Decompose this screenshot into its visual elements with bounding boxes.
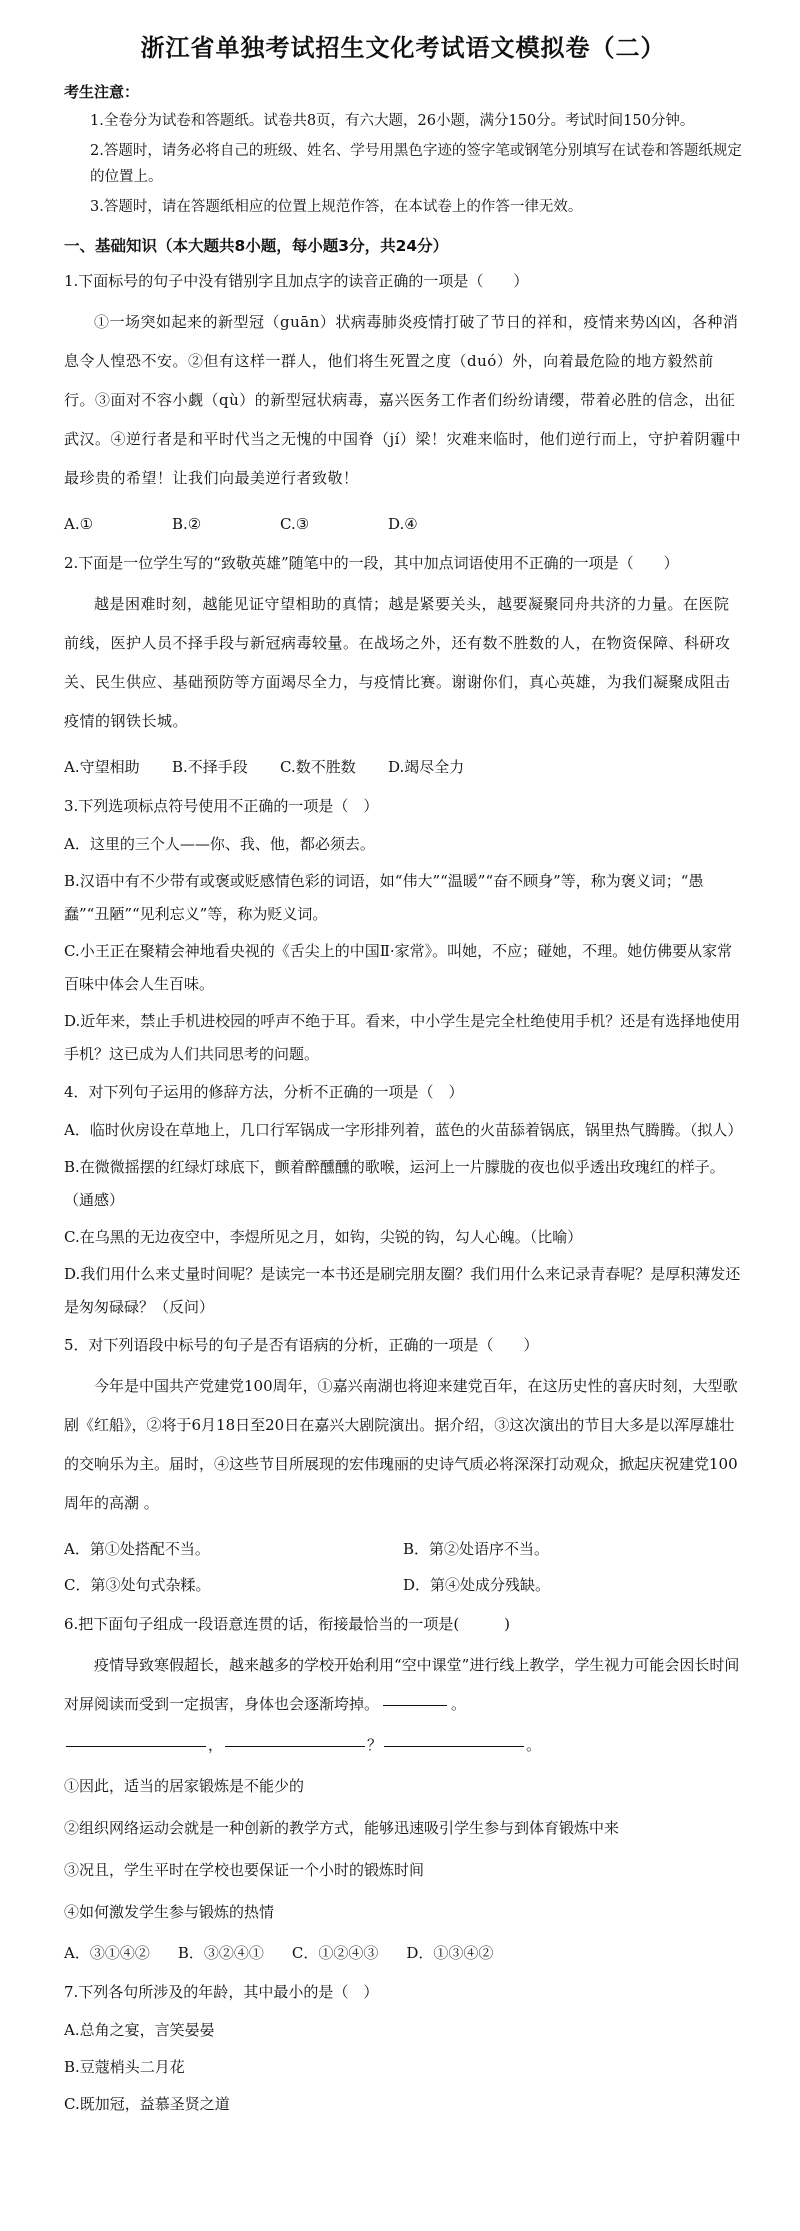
- option-d: D．①③④②: [406, 1944, 494, 1962]
- option-c: C.既加冠，益慕圣贤之道: [64, 2095, 230, 2113]
- option-c: C．第③处句式杂糅。: [64, 1576, 211, 1594]
- page-title: 浙江省单独考试招生文化考试语文模拟卷（二）: [140, 34, 666, 62]
- question-2: [64, 550, 742, 785]
- option-b: B．第②处语序不当。: [403, 1540, 550, 1558]
- option-a: A．临时伙房设在草地上，几口行军锅成一字形排列着，蓝色的火苗舔着锅底，锅里热气腾腾。（拟人）: [64, 1121, 743, 1139]
- option-d: D.竭尽全力: [388, 758, 465, 776]
- option-b: B.汉语中有不少带有或褒或贬感情色彩的词语，如“伟大”“温暖”“奋不顾身”等，称为褒义词；“愚蠢”“丑陋”“见利忘义”等，称为贬义词。: [64, 872, 704, 923]
- question-stem: 1.下面标号的句子中没有错别字且加点字的读音正确的一项是（ ）: [64, 272, 529, 290]
- question-6: [64, 1611, 742, 1971]
- options-grid: [64, 1531, 742, 1603]
- option-c: C.③: [280, 515, 310, 533]
- question-stem: 3.下列选项标点符号使用不正确的一项是（ ）: [64, 797, 379, 815]
- option-a: A．这里的三个人——你、我、他，都必须去。: [64, 835, 375, 853]
- option-b: B．③②④①: [177, 1944, 264, 1962]
- option-a: A．第①处搭配不当。: [64, 1540, 210, 1558]
- question-passage: 今年是中国共产党建党100周年，①嘉兴南湖也将迎来建党百年，在这历史性的喜庆时刻，大型歌剧《红船》，②将于6月18日至20日在嘉兴大剧院演出。据介绍，③这次演出的节目大多是以浑厚雄壮的交响乐为主。届时，④这些节目所展现的宏伟瑰丽的史诗气质必将深深打动观众，掀起庆祝建党100周年的高潮 。: [64, 1377, 738, 1512]
- list-item: ①因此，适当的居家锻炼是不能少的: [64, 1777, 305, 1795]
- notice-item: 1.全卷分为试卷和答题纸。试卷共8页，有六大题，26小题，满分150分。考试时间150分钟。: [90, 113, 695, 129]
- option-c: C.小王正在聚精会神地看央视的《舌尖上的中国Ⅱ·家常》。叫她，不应；碰她，不理。她仿佛要从家常百味中体会人生百味。: [64, 942, 733, 993]
- blank-punct: ，: [208, 1736, 224, 1754]
- question-stem: 7.下列各句所涉及的年龄，其中最小的是（ ）: [64, 1983, 379, 2001]
- options-row: [64, 749, 742, 785]
- section-heading: 一、基础知识（本大题共8小题，每小题3分，共24分）: [64, 237, 449, 255]
- notice-item: 2.答题时，请务必将自己的班级、姓名、学号用黑色字迹的签字笔或钢笔分别填写在试卷和答题纸规定的位置上。: [90, 143, 742, 185]
- question-stem: 4．对下列句子运用的修辞方法，分析不正确的一项是（ ）: [64, 1083, 464, 1101]
- notice-heading: 考生注意：: [64, 83, 140, 101]
- blank-punct: ？: [367, 1736, 383, 1754]
- answer-blank[interactable]: [66, 1745, 206, 1747]
- question-1: [64, 268, 742, 542]
- question-stem: 5．对下列语段中标号的句子是否有语病的分析，正确的一项是（ ）: [64, 1336, 539, 1354]
- option-b: B.在微微摇摆的红绿灯球底下，颤着醉醺醺的歌喉，运河上一片朦胧的夜也似乎透出玫瑰红的样子。（通感）: [64, 1158, 725, 1209]
- passage-text: 疫情导致寒假超长，越来越多的学校开始利用“空中课堂”进行线上教学，学生视力可能会因长时间对屏阅读而受到一定损害，身体也会逐渐垮掉。: [64, 1656, 740, 1713]
- options-row: [64, 506, 742, 542]
- blank-punct: 。: [451, 1695, 467, 1713]
- blank-line-row: [64, 1732, 742, 1759]
- option-d: D.近年来，禁止手机进校园的呼声不绝于耳。看来，中小学生是完全杜绝使用手机？还是有选择地使用手机？这已成为人们共同思考的问题。: [64, 1012, 741, 1063]
- options-row: [64, 1935, 742, 1971]
- option-c: C．①②④③: [291, 1944, 379, 1962]
- option-b: B.不择手段: [172, 758, 248, 776]
- option-a: A.①: [64, 515, 94, 533]
- blank-punct: 。: [526, 1736, 542, 1754]
- question-7: [64, 1979, 742, 2121]
- answer-blank[interactable]: [225, 1745, 365, 1747]
- list-item: ④如何激发学生参与锻炼的热情: [64, 1903, 275, 1921]
- question-5: [64, 1332, 742, 1603]
- option-c: C.在乌黑的无边夜空中，李煜所见之月，如钩，尖锐的钩，勾人心魄。（比喻）: [64, 1228, 583, 1246]
- option-d: D．第④处成分残缺。: [403, 1576, 551, 1594]
- question-stem: 2.下面是一位学生写的“致敬英雄”随笔中的一段，其中加点词语使用不正确的一项是（ ）: [64, 554, 679, 572]
- list-item: ②组织网络运动会就是一种创新的教学方式，能够迅速吸引学生参与到体育锻炼中来: [64, 1819, 620, 1837]
- option-a: A.总角之宴，言笑晏晏: [64, 2021, 215, 2039]
- answer-blank[interactable]: [383, 1704, 447, 1706]
- list-item: ③况且，学生平时在学校也要保证一个小时的锻炼时间: [64, 1861, 425, 1879]
- notice-block: [64, 81, 742, 220]
- answer-blank[interactable]: [384, 1745, 524, 1747]
- notice-item: 3.答题时，请在答题纸相应的位置上规范作答，在本试卷上的作答一律无效。: [90, 199, 583, 215]
- question-stem: 6.把下面句子组成一段语意连贯的话，衔接最恰当的一项是( ): [64, 1615, 511, 1633]
- option-b: B.豆蔻梢头二月花: [64, 2058, 185, 2076]
- question-4: [64, 1079, 742, 1324]
- option-c: C.数不胜数: [280, 758, 356, 776]
- question-passage: [64, 1646, 742, 1724]
- option-b: B.②: [172, 515, 202, 533]
- option-d: D.我们用什么来丈量时间呢？是读完一本书还是刷完朋友圈？我们用什么来记录青春呢？是厚积薄发还是匆匆碌碌？（反问）: [64, 1265, 741, 1316]
- question-3: [64, 793, 742, 1071]
- option-a: A．③①④②: [64, 1944, 150, 1962]
- question-passage: ①一场突如起来的新型冠（guān）状病毒肺炎疫情打破了节日的祥和，疫情来势凶凶，各种消息令人惶恐不安。②但有这样一群人，他们将生死置之度（duó）外，向着最危险的地方毅然前行。③面对不容小觑（qù）的新型冠状病毒，嘉兴医务工作者们纷纷请缨，带着必胜的信念，出征武汉。④逆行者是和平时代当之无愧的中国脊（jí）梁！灾难来临时，他们逆行而上，守护着阴霾中最珍贵的希望！让我们向最美逆行者致敬！: [64, 313, 741, 487]
- option-a: A.守望相助: [64, 758, 140, 776]
- question-passage: 越是困难时刻，越能见证守望相助的真情；越是紧要关头，越要凝聚同舟共济的力量。在医院前线，医护人员不择手段与新冠病毒较量。在战场之外，还有数不胜数的人，在物资保障、科研攻关、民生供应、基础预防等方面竭尽全力，与疫情比赛。谢谢你们，真心英雄，为我们凝聚成阻击疫情的钢铁长城。: [64, 595, 731, 730]
- option-d: D.④: [388, 515, 418, 533]
